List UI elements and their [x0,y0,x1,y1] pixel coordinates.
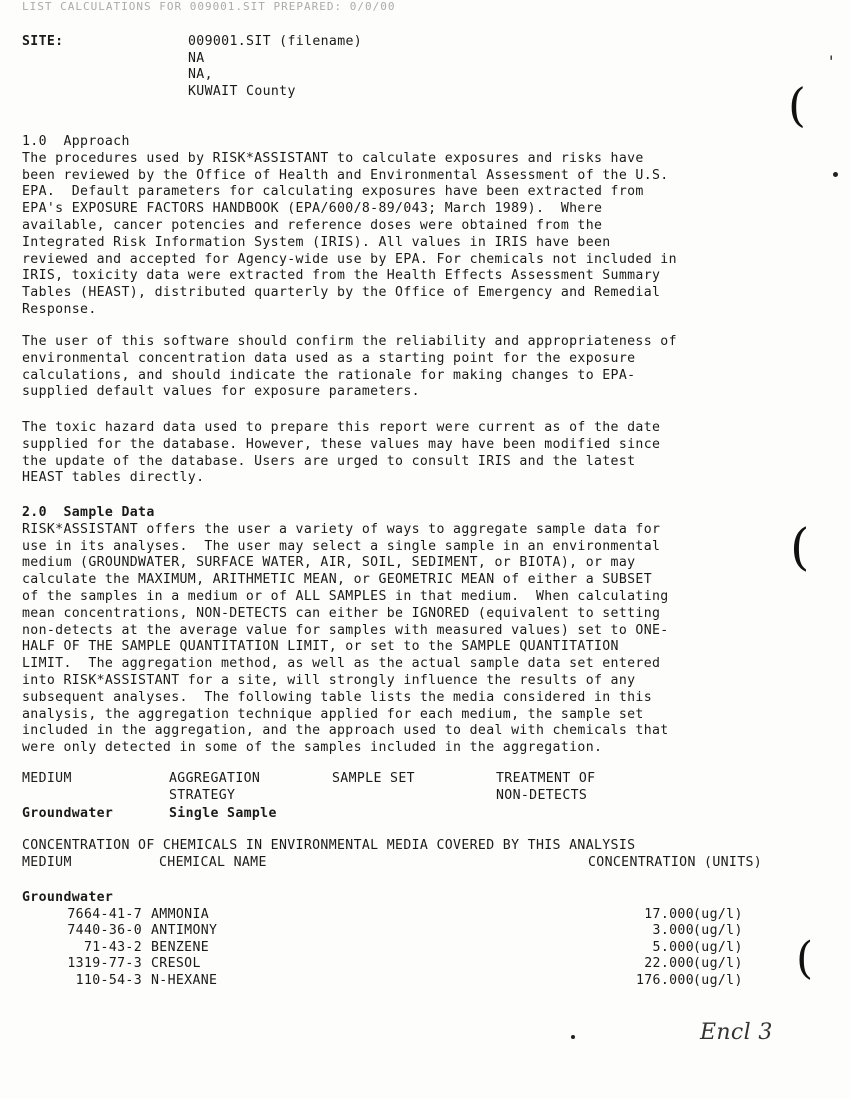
scan-mark-bracket: ( [788,78,807,132]
approach-p1-line: available, cancer potencies and reference doses were obtained from the [22,217,603,233]
approach-p1-line: The procedures used by RISK*ASSISTANT to calculate exposures and risks have [22,150,644,166]
table-row [22,973,822,990]
col-treatment: TREATMENT OF [496,771,596,786]
concentration-unit: (ug/l) [693,923,743,939]
faint-report-header: LIST CALCULATIONS FOR 009001.SIT PREPARED: 0/0/00 [22,1,396,13]
sample-data-line: analysis, the aggregation technique applied for each medium, the sample set [22,706,644,722]
concentration-unit: (ug/l) [693,956,743,972]
approach-p3-line: supplied for the database. However, these values may have been modified since [22,436,661,452]
col-aggregation-2: STRATEGY [169,788,236,803]
table-row [22,956,822,973]
table-row [22,923,822,940]
concentration-table [22,890,822,990]
sample-data-line: were only detected in some of the samples included in the aggregation. [22,740,603,756]
concentration-value: 3.000 [652,923,694,939]
row-medium: Groundwater [22,806,114,821]
conc-col-chemical: CHEMICAL NAME [159,855,267,870]
conc-col-concentration: CONCENTRATION (UNITS) [588,855,763,870]
approach-p1-line: EPA. Default parameters for calculating exposures have been extracted from [22,184,644,200]
concentration-unit: (ug/l) [693,939,743,955]
chemical-name: CRESOL [151,956,201,972]
cas-number: 71-43-2 [83,939,142,955]
section-approach [22,134,832,319]
approach-p1-line: IRIS, toxicity data were extracted from the Health Effects Assessment Summary [22,268,661,284]
approach-paragraph-1 [22,151,832,319]
conc-medium-label: Groundwater [22,890,114,905]
site-filename: 009001.SIT (filename) [188,34,363,49]
section-toxic-note [22,420,832,487]
sample-data-paragraph [22,518,832,757]
chemical-name: BENZENE [151,939,210,955]
section-user-note [22,334,832,401]
cas-number: 7440-36-0 [67,923,142,939]
approach-p3-line: the update of the database. Users are urged to consult IRIS and the latest [22,453,636,469]
cas-number: 110-54-3 [75,972,142,988]
approach-p1-line: been reviewed by the Office of Health and Environmental Assessment of the U.S. [22,167,669,183]
scan-mark-bracket: ( [790,518,810,576]
concentration-title: CONCENTRATION OF CHEMICALS IN ENVIRONMENTAL MEDIA COVERED BY THIS ANALYSIS [22,838,636,853]
approach-p2-line: The user of this software should confirm the reliability and appropriateness of [22,334,677,349]
sample-data-line: LIMIT. The aggregation method, as well as the actual sample data set entered [22,656,661,672]
sample-data-line: HALF OF THE SAMPLE QUANTITATION LIMIT, or set to the SAMPLE QUANTITATION [22,639,619,655]
sample-data-line: included in the aggregation, and the approach used to deal with chemicals that [22,723,669,739]
chemical-name: ANTIMONY [151,923,218,939]
chemical-name: N-HEXANE [151,972,218,988]
approach-paragraph-3 [22,420,832,487]
scan-mark-tick: ' [829,52,834,71]
site-details [188,34,362,100]
table-row [22,940,822,957]
approach-p2-line: environmental concentration data used as a starting point for the exposure [22,350,636,366]
scan-mark-bracket: ( [796,933,814,984]
conc-col-medium: MEDIUM [22,855,72,870]
sample-data-line: non-detects at the average value for samples with measured values) set to ONE- [22,622,669,638]
col-aggregation: AGGREGATION [169,771,261,786]
concentration-unit: (ug/l) [693,906,743,922]
sample-data-line: subsequent analyses. The following table lists the media considered in this [22,689,653,705]
cas-number: 1319-77-3 [67,956,142,972]
col-treatment-2: NON-DETECTS [496,788,588,803]
sample-data-line: of the samples in a medium or of ALL SAMPLES in that medium. When calculating [22,588,669,604]
col-medium: MEDIUM [22,771,72,786]
approach-p1-line: reviewed and accepted for Agency-wide use by EPA. For chemicals not included in [22,251,677,267]
approach-paragraph-2 [22,334,832,401]
col-sample-set: SAMPLE SET [332,771,415,786]
approach-p3-line: The toxic hazard data used to prepare this report were current as of the date [22,420,661,435]
approach-p1-line: Tables (HEAST), distributed quarterly by the Office of Emergency and Remedial [22,285,661,301]
approach-p1-line: Response. [22,301,97,317]
cas-number: 7664-41-7 [67,906,142,922]
approach-p3-line: HEAST tables directly. [22,470,205,486]
aggregation-table [22,771,832,823]
site-line-3: NA, [188,67,213,82]
approach-p2-line: calculations, and should indicate the rationale for making changes to EPA- [22,367,636,383]
concentration-value: 17.000 [644,906,694,922]
sample-data-line: medium (GROUNDWATER, SURFACE WATER, AIR, SOIL, SEDIMENT, or BIOTA), or may [22,555,636,571]
sample-data-line: into RISK*ASSISTANT for a site, will strongly influence the results of any [22,672,636,688]
site-line-2: NA [188,50,205,66]
table-row [22,907,822,924]
row-strategy: Single Sample [169,806,277,821]
approach-p1-line: Integrated Risk Information System (IRIS). All values in IRIS have been [22,234,611,250]
chemical-name: AMMONIA [151,906,210,922]
scan-dot [571,1035,575,1039]
concentration-value: 5.000 [652,939,694,955]
section-sample-data [22,505,832,757]
concentration-value: 22.000 [644,956,694,972]
site-label: SITE: [22,34,64,49]
approach-p2-line: supplied default values for exposure parameters. [22,384,420,400]
section-heading-approach: 1.0 Approach [22,134,130,149]
scan-dot [833,172,838,177]
concentration-unit: (ug/l) [693,972,743,988]
handwritten-note: Encl 3 [700,1020,773,1045]
concentration-table-header [22,838,822,872]
section-heading-sample-data: 2.0 Sample Data [22,505,155,520]
site-county: KUWAIT County [188,83,296,99]
sample-data-line: mean concentrations, NON-DETECTS can either be IGNORED (equivalent to setting [22,605,661,621]
sample-data-line: RISK*ASSISTANT offers the user a variety of ways to aggregate sample data for [22,521,661,537]
approach-p1-line: EPA's EXPOSURE FACTORS HANDBOOK (EPA/600/8-89/043; March 1989). Where [22,201,603,217]
sample-data-line: calculate the MAXIMUM, ARITHMETIC MEAN, or GEOMETRIC MEAN of either a SUBSET [22,572,653,588]
concentration-value: 176.000 [635,972,694,988]
sample-data-line: use in its analyses. The user may select a single sample in an environmental [22,538,661,554]
